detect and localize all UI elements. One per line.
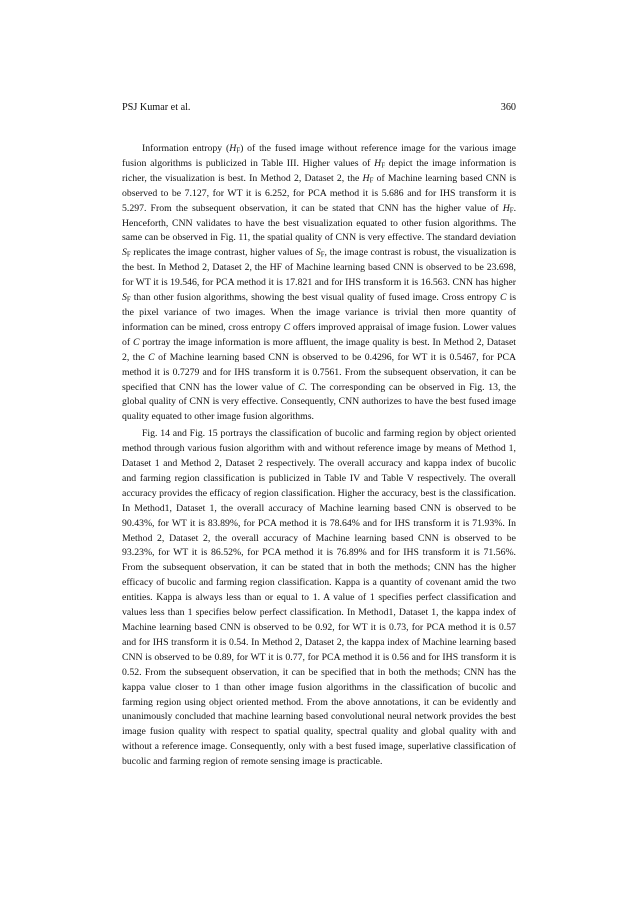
- text-run: Fig. 14 and Fig. 15 portrays the classification of bucolic and farming region by object oriented method through various fusion algorithm with and without reference image by means of Method 1, Dataset 1 and Method 2, Dataset 2 respectively. The overall accuracy and kappa index of bucolic and farming region classification is publicized in Table IV and Table V respectively. The overall accuracy provides the efficacy of region classification. Higher the accuracy, best is the classification. In Method1, Dataset 1, the overall accuracy of Machine learning based CNN is observed to be 90.43%, for WT it is 83.89%, for PCA method it is 78.64% and for IHS transform it is 71.93%. In Method 2, Dataset 2, the overall accuracy of Machine learning based CNN is observed to be 93.23%, for WT it is 86.52%, for PCA method it is 76.89% and for IHS transform it is 71.56%. From the subsequent observation, it can be stated that in both the methods; CNN has the higher efficacy of bucolic and farming region classification. Kappa is a quantity of covenant amid the two entities. Kappa is always less than or equal to 1. A value of 1 specifies perfect classification and values less than 1 specifies below perfect classification. In Method1, Dataset 1, the kappa index of Machine learning based CNN is observed to be 0.92, for WT it is 0.73, for PCA method it is 0.57 and for IHS transform it is 0.54. In Method 2, Dataset 2, the kappa index of Machine learning based CNN is observed to be 0.89, for WT it is 0.77, for PCA method it is 0.56 and for IHS transform it is 0.52. From the subsequent observation, it can be specified that in both the methods; CNN has the kappa value closer to 1 than other image fusion algorithms in the classification of bucolic and farming region using object oriented method. From the above annotations, it can be evidently and unanimously concluded that machine learning based convolutional neural network provides the best image fusion quality with respect to spatial quality, spectral quality and global quality with and without a reference image. Consequently, only with a best fused image, superlative classification of bucolic and farming region of remote sensing image is practicable.: [122, 428, 516, 768]
- variable-symbol: S: [122, 292, 127, 304]
- text-run: . The corresponding can be observed in Fig. 13, the global quality of CNN is very effective. Consequently, CNN authorizes to have the best fused image quality equated to other image fusion algorithms.: [122, 381, 516, 423]
- text-run: portray the image information is more affluent, the image quality is best. In Method 2, Dataset 2, the: [122, 336, 516, 363]
- text-run: of Machine learning based CNN is observed to be 0.4296, for WT it is 0.5467, for PCA method it is 0.7279 and for IHS transform it is 0.7561. From the subsequent observation, it can be specified that CNN has the lower value of: [122, 351, 516, 393]
- text-run: Information entropy (: [142, 143, 230, 154]
- variable-symbol: C: [283, 321, 291, 333]
- text-run: is the pixel variance of two images. When the image variance is trivial then more quantity of information can be mined, cross entropy: [122, 292, 516, 333]
- variable-symbol: S: [122, 247, 127, 259]
- paragraph-classification-analysis: [122, 427, 516, 770]
- variable-subscript: F: [381, 162, 386, 170]
- variable-symbol: S: [315, 247, 321, 259]
- text-run: than other fusion algorithms, showing the best visual quality of fused image. Cross entropy: [130, 292, 500, 304]
- body-text: [122, 142, 516, 770]
- variable-symbol: C: [148, 351, 155, 363]
- variable-subscript: F: [126, 296, 131, 304]
- variable-subscript: F: [236, 147, 241, 155]
- running-header: [122, 101, 516, 115]
- page-number: 360: [500, 102, 516, 113]
- variable-symbol: H: [502, 202, 510, 214]
- text-run: , the image contrast is robust, the visualization is the best. In Method 2, Dataset 2, the HF of Machine learning based CNN is observed to be 23.698, for WT it is 19.546, for PCA method it is 17.821 and for IHS transform it is 16.563. CNN has higher: [122, 247, 517, 289]
- paragraph-entropy-analysis: [122, 142, 516, 425]
- variable-symbol: H: [229, 143, 237, 154]
- variable-symbol: C: [499, 292, 507, 304]
- variable-symbol: C: [132, 336, 140, 348]
- text-run: . Henceforth, CNN validates to have the best visualization equated to other fusion algorithms. The same can be observed in Fig. 11, the spatial quality of CNN is very effective. The standard deviation: [122, 202, 516, 244]
- variable-symbol: H: [374, 157, 382, 169]
- text-run: of Machine learning based CNN is observed to be 7.127, for WT it is 6.252, for PCA method it is 5.686 and for IHS transform it is 5.297. From the subsequent observation, it can be stated that CNN has the higher value of: [122, 172, 517, 214]
- variable-subscript: F: [126, 252, 131, 260]
- variable-symbol: C: [298, 381, 305, 393]
- text-run: depict the image information is richer, the visualization is best. In Method 2, Dataset 2, the: [122, 157, 516, 184]
- variable-subscript: F: [509, 207, 514, 215]
- text-run: offers improved appraisal of image fusion. Lower values of: [122, 321, 516, 348]
- text-run: ) of the fused image without reference image for the various image fusion algorithms is publicized in Table III. Higher values of: [122, 143, 516, 169]
- variable-symbol: H: [362, 172, 370, 184]
- running-header-author: PSJ Kumar et al.: [122, 102, 191, 113]
- variable-subscript: F: [320, 252, 325, 260]
- variable-subscript: F: [369, 177, 374, 185]
- text-run: replicates the image contrast, higher values of: [130, 247, 316, 259]
